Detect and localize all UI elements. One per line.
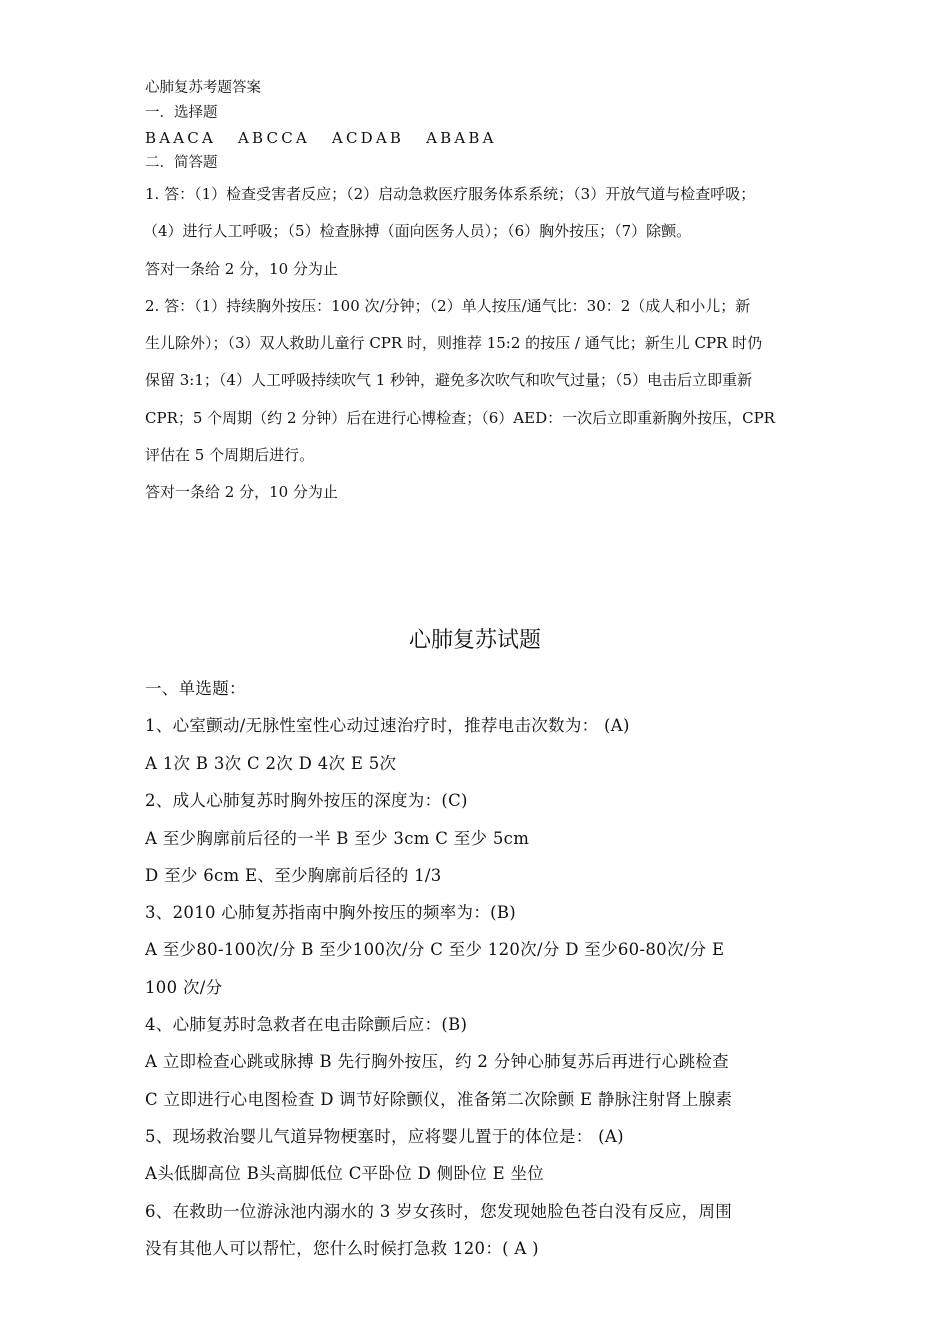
q2-score-note: 答对一条给 2 分，10 分为止 — [145, 483, 338, 501]
answer-group: ABCCA — [238, 129, 310, 147]
exam-line: 一、单选题： — [145, 679, 246, 698]
exam-line: A 至少80-100次/分 B 至少100次/分 C 至少 120次/分 D 至少60-80次/分 E — [145, 940, 725, 959]
answer-group: BAACA — [145, 129, 216, 147]
q2-answer-line: 生儿除外）；（3）双人救助儿童行 CPR 时，则推荐 15:2 的按压 / 通气比；新生儿 CPR 时仍 — [145, 334, 763, 352]
exam-line: 2、成人心肺复苏时胸外按压的深度为：(C) — [145, 791, 468, 810]
q1-score-note: 答对一条给 2 分，10 分为止 — [145, 260, 338, 278]
exam-line: A 1次 B 3次 C 2次 D 4次 E 5次 — [145, 754, 397, 773]
exam-line: A 至少胸廓前后径的一半 B 至少 3cm C 至少 5cm — [145, 829, 530, 848]
exam-line: A 立即检查心跳或脉搏 B 先行胸外按压，约 2 分钟心肺复苏后再进行心跳检查 — [145, 1052, 729, 1071]
exam-title: 心肺复苏试题 — [408, 628, 541, 653]
exam-line: 6、在救助一位游泳池内溺水的 3 岁女孩时，您发现她脸色苍白没有反应，周围 — [145, 1202, 733, 1221]
q2-answer-line: 2. 答：（1）持续胸外按压：100 次/分钟；（2）单人按压/通气比：30：2（成人和小儿；新 — [145, 297, 751, 315]
section1-title: 一．选择题 — [145, 105, 218, 121]
answer-group: ABABA — [426, 129, 497, 147]
answer-group: ACDAB — [331, 129, 405, 147]
exam-line: 1、心室颤动/无脉性室性心动过速治疗时，推荐电击次数为： (A) — [145, 716, 630, 735]
q1-answer-line: 1. 答：（1）检查受害者反应；（2）启动急救医疗服务体系系统；（3）开放气道与检查呼吸； — [145, 185, 756, 203]
answer-key-title: 心肺复苏考题答案 — [145, 80, 261, 96]
exam-line: 没有其他人可以帮忙，您什么时候打急救 120：( A ) — [145, 1239, 539, 1258]
section2-title: 二．简答题 — [145, 155, 218, 171]
exam-line: 100 次/分 — [145, 978, 223, 997]
q1-answer-line: （4）进行人工呼吸；（5）检查脉搏（面向医务人员）；（6）胸外按压；（7）除颤。 — [143, 222, 692, 240]
answer-groups — [145, 128, 519, 148]
q2-answer-line: CPR；5 个周期（约 2 分钟）后在进行心博检查；（6）AED：一次后立即重新胸外按压，CPR — [145, 409, 775, 427]
exam-line: 4、心肺复苏时急救者在电击除颤后应：(B) — [145, 1015, 468, 1034]
q2-answer-line: 保留 3:1；（4）人工呼吸持续吹气 1 秒钟，避免多次吹气和吹气过量；（5）电击后立即重新 — [145, 371, 753, 389]
exam-line: A头低脚高位 B头高脚低位 C平卧位 D 侧卧位 E 坐位 — [145, 1164, 545, 1183]
exam-line: 5、现场救治婴儿气道异物梗塞时，应将婴儿置于的体位是： (A) — [145, 1127, 624, 1146]
exam-line: C 立即进行心电图检查 D 调节好除颤仪，准备第二次除颤 E 静脉注射肾上腺素 — [145, 1090, 733, 1109]
exam-line: 3、2010 心肺复苏指南中胸外按压的频率为：(B) — [145, 903, 517, 922]
exam-line: D 至少 6cm E、至少胸廓前后径的 1/3 — [145, 866, 442, 885]
q2-answer-line: 评估在 5 个周期后进行。 — [145, 446, 315, 464]
